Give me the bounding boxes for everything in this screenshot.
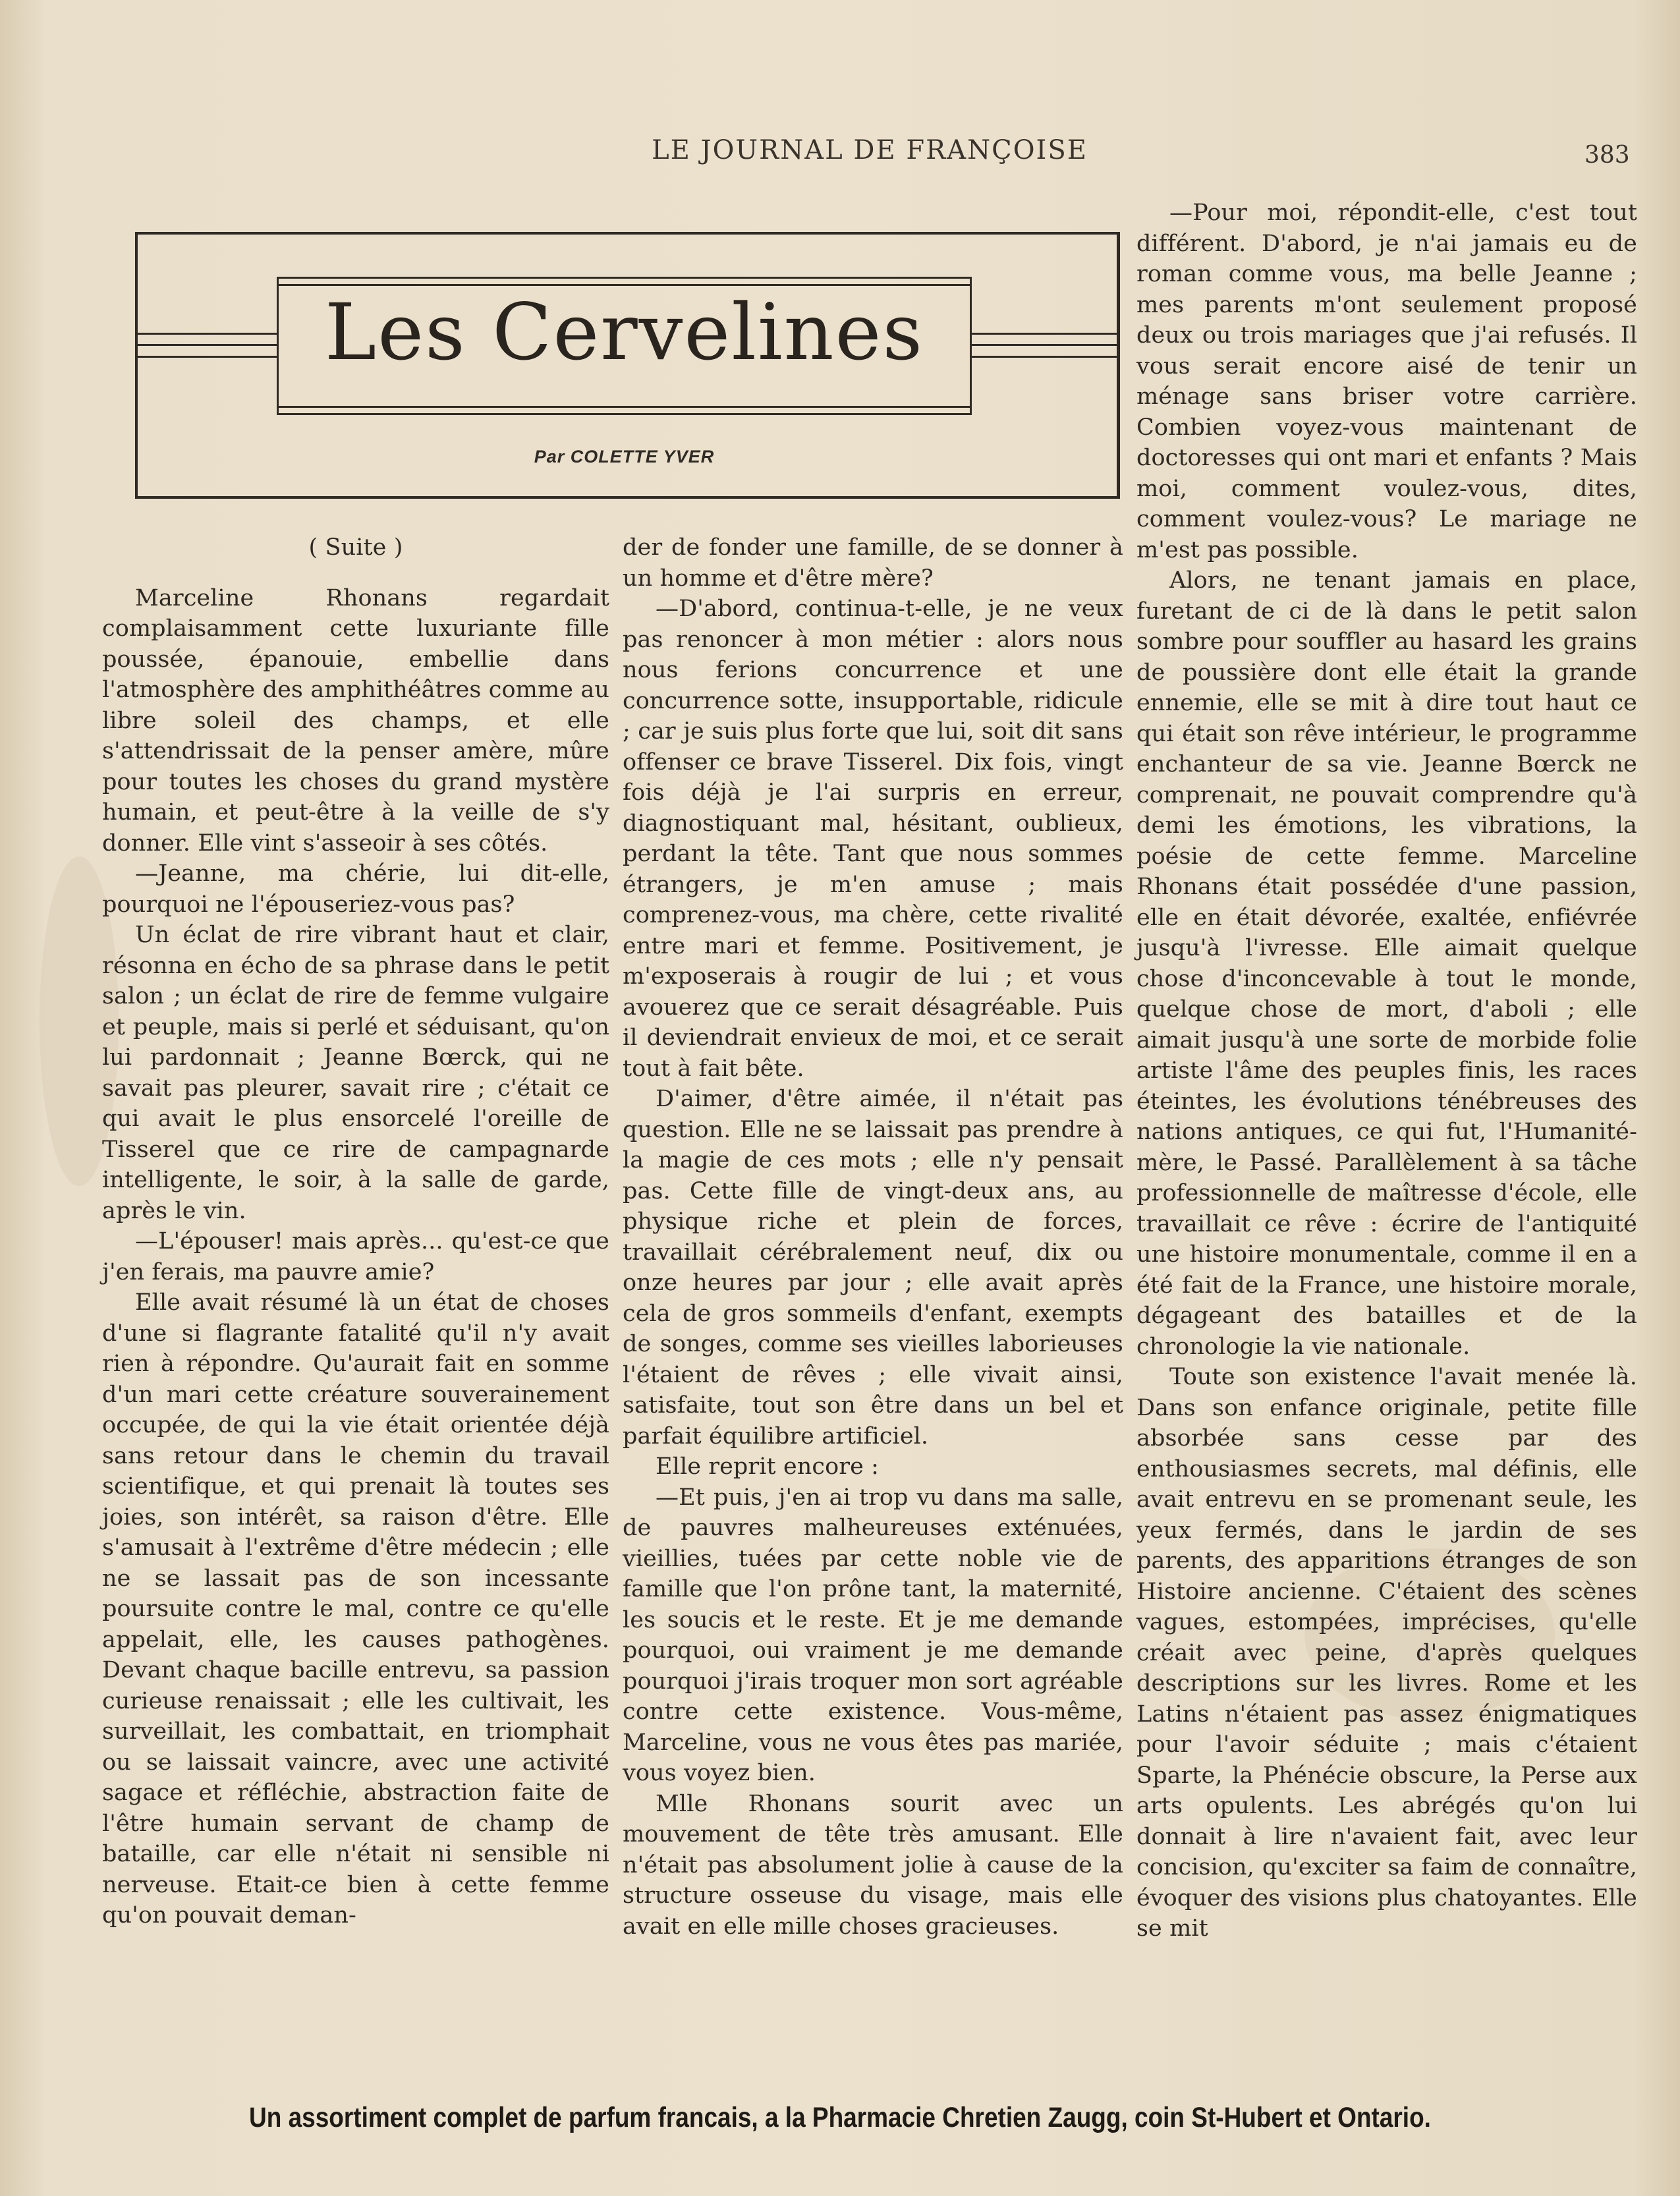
article-byline: Par COLETTE YVER <box>534 447 715 466</box>
paragraph: Un éclat de rire vibrant haut et clair, résonna en écho de sa phrase dans le petit salon ; un éclat de rire de femme vulgaire et peuple, mais si perlé et séduisant, qu'on lui pardonnait ; Jeanne Bœrck, qui ne savait pas pleurer, savait rire ; c'était ce qui avait le plus ensorcelé l'oreille de Tisserel que ce rire de campagnarde intelligente, le soir, à la salle de garde, après le vin. <box>102 922 609 1224</box>
text-column-1 <box>102 532 609 1931</box>
paragraph: Mlle Rhonans sourit avec un mouvement de tête très amusant. Elle n'était pas absolument jolie à cause de la structure osseuse du visage, mais elle avait en elle mille choses gracieuses. <box>623 1790 1123 1940</box>
paragraph: —L'épouser! mais après... qu'est-ce que j'en ferais, ma pauvre amie? <box>102 1228 609 1285</box>
title-ornament-rule-left <box>137 333 277 358</box>
paragraph: —Pour moi, répondit-elle, c'est tout différent. D'abord, je n'ai jamais eu de roman comme vous, ma belle Jeanne ; mes parents m'ont seulement proposé deux ou trois mariages que j'ai refusés. Il vous serait encore aisé de tenir un ménage sans briser votre carrière. Combien voyez-vous maintenant de doctoresses qui ont mari et enfants ? Mais moi, comment voulez-vous, dites, comment voulez-vous? Le mariage ne m'est pas possible. <box>1136 200 1637 563</box>
paragraph: D'aimer, d'être aimée, il n'était pas question. Elle ne se laissait pas prendre à la magie de ces mots ; elle n'y pensait pas. Cette fille de vingt-deux ans, au physique riche et plein de forces, travaillait cérébralement neuf, dix ou onze heures par jour ; elle avait après cela de gros sommeils d'enfant, exempts de songes, comme ses vieilles laborieuses l'étaient de rêves ; elle vivait ainsi, satisfaite, tout son être dans un bel et parfait équilibre artificiel. <box>623 1086 1123 1450</box>
title-ornament-rule-right <box>972 333 1118 358</box>
continuation-note: ( Suite ) <box>308 534 403 561</box>
article-title: Les Cervelines <box>324 287 924 378</box>
paragraph: —D'abord, continua-t-elle, je ne veux pas renoncer à mon métier : alors nous nous ferions concurrence et une concurrence sotte, insupportable, ridicule ; car je suis plus forte que lui, soit dit sans offenser ce brave Tisserel. Dix fois, vingt fois déjà je l'ai surpris en erreur, diagnostiquant mal, hésitant, oublieux, perdant la tête. Tant que nous sommes étrangers, je m'en amuse ; mais comprenez-vous, ma chère, cette rivalité entre mari et femme. Positivement, je m'exposerais à rougir de lui ; et vous avouerez que ce serait désagréable. Puis il deviendrait envieux de moi, et ce serait tout à fait bête. <box>623 596 1123 1082</box>
page-number: 383 <box>1584 142 1630 169</box>
paragraph: Alors, ne tenant jamais en place, furetant de ci de là dans le petit salon sombre pour souffler au hasard les grains de poussière dont elle était la grande ennemie, elle se mit à dire tout haut ce qui était son rêve intérieur, le programme enchanteur de sa vie. Jeanne Bœrck ne comprenait, ne pouvait comprendre qu'à demi les émotions, les vibrations, la poésie de cette femme. Marceline Rhonans était possédée d'une passion, elle en était dévorée, exaltée, enfiévrée jusqu'à l'ivresse. Elle aimait quelque chose d'inconcevable à tout le monde, quelque chose de mort, d'aboli ; elle aimait jusqu'à une sorte de morbide folie artiste l'âme des peuples finis, les races éteintes, les évolutions ténébreuses des nations antiques, ce qui fut, l'Humanité-mère, le Passé. Parallèlement à sa tâche professionnelle de maîtresse d'école, elle travaillait ce rêve : écrire de l'antiquité une histoire monumentale, comme il en a été fait de la France, une histoire morale, dégageant des batailles et de la chronologie la vie nationale. <box>1136 567 1637 1360</box>
paragraph: —Jeanne, ma chérie, lui dit-elle, pourquoi ne l'épouseriez-vous pas? <box>102 860 609 918</box>
running-header-title: LE JOURNAL DE FRANÇOISE <box>652 135 1088 165</box>
text-column-3 <box>1136 198 1637 1944</box>
paragraph: —Et puis, j'en ai trop vu dans ma salle, de pauvres malheureuses exténuées, vieillies, tuées par cette noble vie de famille que l'on prône tant, la maternité, les soucis et le reste. Et je me demande pourquoi, oui vraiment je me demande pourquoi j'irais troquer mon sort agréable contre cette existence. Vous-même, Marceline, vous ne vous êtes pas mariée, vous voyez bien. <box>623 1484 1123 1786</box>
paragraph: Elle avait résumé là un état de choses d'une si flagrante fatalité qu'il n'y avait rien à répondre. Qu'aurait fait en somme d'un mari cette créature souverainement occupée, de qui la vie était orientée déjà sans retour dans le chemin du travail scientifique, et qui prenait là toutes ses joies, son intérêt, sa raison d'être. Elle s'amusait à l'extrême d'être médecin ; elle ne se lassait pas de son incessante poursuite contre le mal, contre ce qu'elle appelait, elle, les causes pathogènes. Devant chaque bacille entrevu, sa passion curieuse renaissait ; elle les cultivait, les surveillait, les combattait, en triomphait ou se laissait vaincre, avec une activité sagace et réfléchie, abstraction faite de l'être humain servant de champ de bataille, car elle n'était ni sensible ni nerveuse. Etait-ce bien à cette femme qu'on pouvait deman- <box>102 1289 609 1929</box>
paragraph: Marceline Rhonans regardait complaisamment cette luxuriante fille poussée, épanouie, embellie dans l'atmosphère des amphithéâtres comme au libre soleil des champs, et elle s'attendrissait de la penser amère, mûre pour toutes les choses du grand mystère humain, et peut-être à la veille de s'y donner. Elle vint s'asseoir à ses côtés. <box>102 584 609 857</box>
text-column-2 <box>623 532 1123 1942</box>
footer-advertisement: Un assortiment complet de parfum francais, a la Pharmacie Chretien Zaugg, coin St-Hubert et Ontario. <box>249 2102 1431 2133</box>
paragraph: Elle reprit encore : <box>656 1453 880 1480</box>
paragraph: der de fonder une famille, de se donner à un homme et d'être mère? <box>623 534 1123 592</box>
paragraph: Toute son existence l'avait menée là. Dans son enfance originale, petite fille absorbée sans cesse par des enthousiasmes secrets, mal définis, elle avait entrevu en se promenant seule, les yeux fermés, dans le jardin de ses parents, des apparitions étranges de son Histoire ancienne. C'étaient des scènes vagues, estompées, imprécises, qu'elle créait avec peine, d'après quelques descriptions sur les livres. Rome et les Latins n'étaient pas assez énigmatiques pour l'avoir séduite ; mais c'étaient Sparte, la Phénécie obscure, la Perse aux arts opulents. Les abrégés qu'on lui donnait à lire n'avaient fait, avec leur concision, qu'exciter sa faim de connaître, évoquer des visions plus chatoyantes. Elle se mit <box>1136 1364 1637 1942</box>
